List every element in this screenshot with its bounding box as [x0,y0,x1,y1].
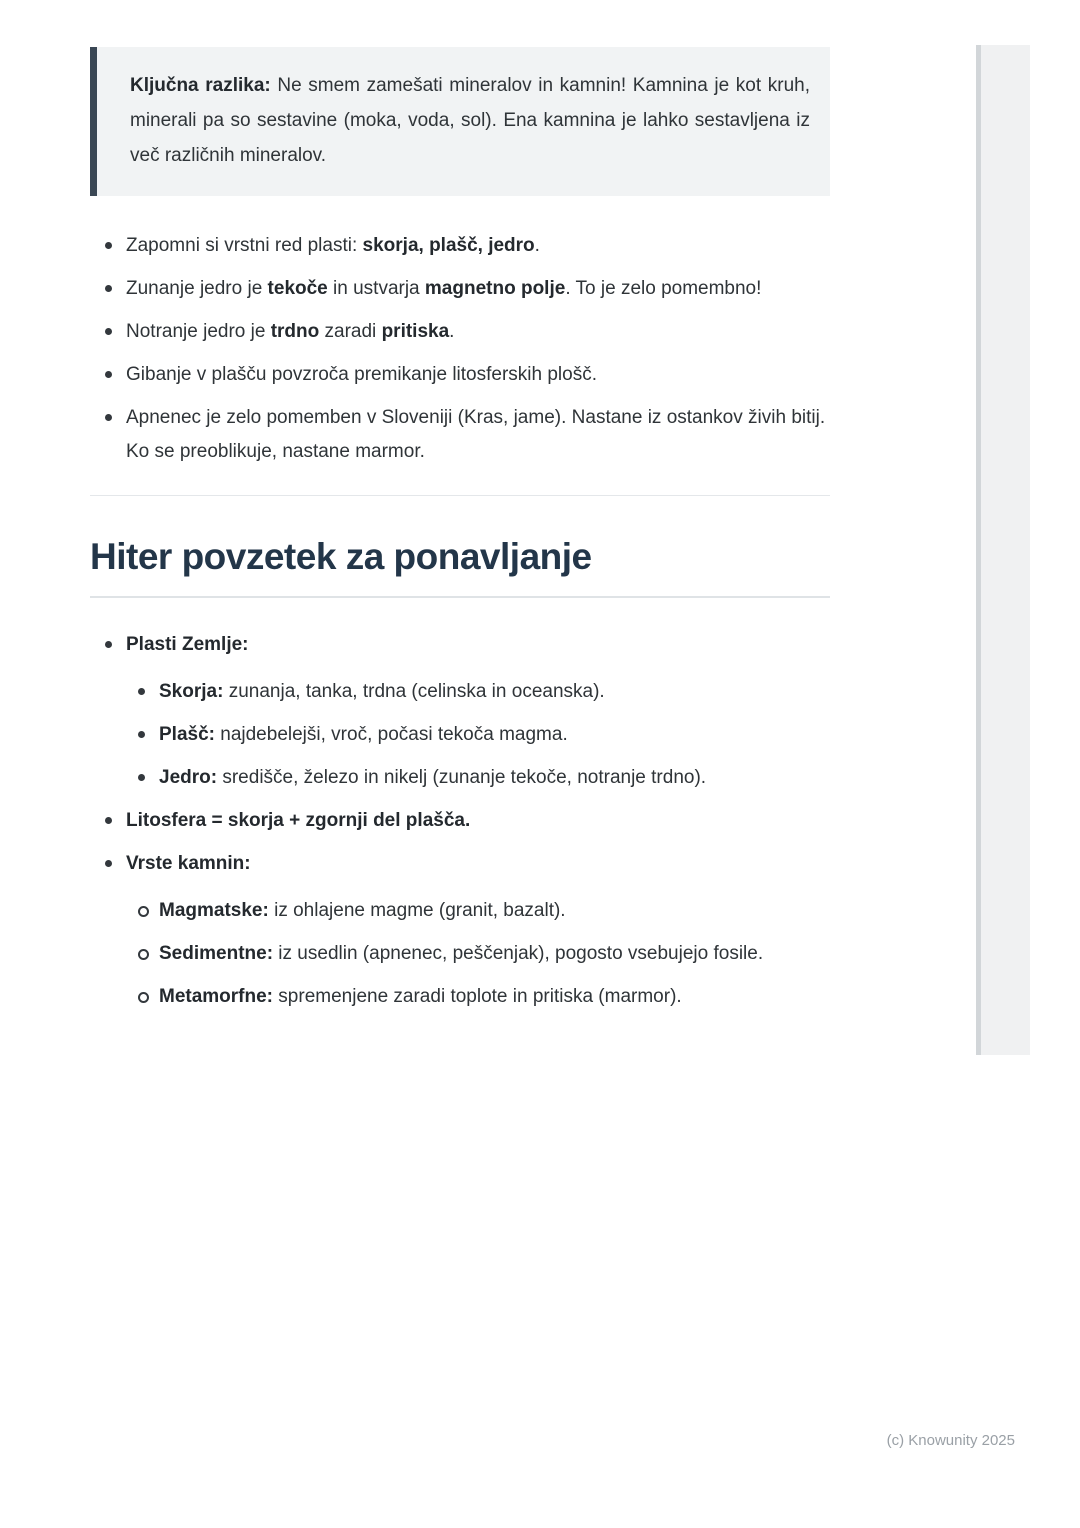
text-segment: iz ohlajene magme (granit, bazalt). [268,899,566,921]
list-item [90,358,830,392]
text-segment: Magmatske: [159,899,269,921]
text-segment: trdno [270,321,320,342]
text-segment: zunanja, tanka, trdna (celinska in oceanska). [223,680,605,702]
text-segment: Plasti Zemlje: [126,633,249,655]
list-item [90,628,830,795]
callout-paragraph [130,68,810,173]
list-item [126,980,830,1014]
text-segment: . [534,235,540,256]
document-content [90,47,830,1023]
notes-list [90,229,830,469]
list-item [126,761,830,795]
text-segment: Metamorfne: [159,985,274,1007]
list-item [90,272,830,306]
text-segment: Zunanje jedro je [126,278,268,299]
text-segment: in ustvarja [327,278,425,299]
scrollbar-track[interactable] [981,45,1030,1055]
sub-list [126,894,830,1014]
list-item [126,937,830,971]
summary-list [90,628,830,1014]
text-segment: zaradi [319,321,382,342]
section-title: Hiter povzetek za ponavljanje [90,536,592,577]
text-segment: Jedro: [159,766,218,788]
list-item [90,401,830,469]
text-segment: Vrste kamnin: [126,852,251,874]
list-item [90,804,830,838]
list-item [126,718,830,752]
text-segment: . To je zelo pomembno! [565,278,762,299]
text-segment: Zapomni si vrstni red plasti: [126,235,363,256]
callout-text: Ne smem zamešati mineralov in kamnin! Kamnina je kot kruh, minerali pa so sestavine (moka, voda, sol). Ena kamnina je lahko sestavljena iz več različnih mineralov. [130,75,811,166]
text-segment: . [449,321,455,342]
text-segment: skorja, plašč, jedro [362,235,535,256]
list-item [126,675,830,709]
text-segment: Gibanje v plašču povzroča premikanje litosferskih plošč. [126,364,597,385]
sub-list [126,675,830,795]
list-item [90,315,830,349]
text-segment: pritiska [381,321,450,342]
text-segment: središče, železo in nikelj (zunanje tekoče, notranje trdno). [217,766,707,788]
text-segment: spremenjene zaradi toplote in pritiska (marmor). [273,985,682,1007]
text-segment: Apnenec je zelo pomemben v Sloveniji (Kras, jame). Nastane iz ostankov živih bitij. Ko se preoblikuje, nastane marmor. [126,407,826,462]
text-segment: Plašč: [159,723,215,745]
text-segment: tekoče [267,278,328,299]
text-segment: magnetno polje [424,278,566,299]
section-divider [90,495,830,496]
page-footer [887,1432,1015,1449]
list-item [90,229,830,263]
text-segment: Litosfera = skorja + zgornji del plašča. [126,809,471,831]
key-difference-callout [90,47,830,196]
text-segment: Skorja: [159,680,224,702]
text-segment: Notranje jedro je [126,321,271,342]
list-item [126,894,830,928]
copyright-text: (c) Knowunity 2025 [886,1432,1015,1449]
list-item [90,847,830,1014]
scrollbar-thumb[interactable] [976,45,981,1055]
text-segment: Sedimentne: [159,942,274,964]
text-segment: najdebelejši, vroč, počasi tekoča magma. [214,723,568,745]
callout-label: Ključna razlika: [130,75,271,96]
title-underline-rule [90,596,830,598]
text-segment: iz usedlin (apnenec, peščenjak), pogosto vsebujejo fosile. [273,942,764,964]
